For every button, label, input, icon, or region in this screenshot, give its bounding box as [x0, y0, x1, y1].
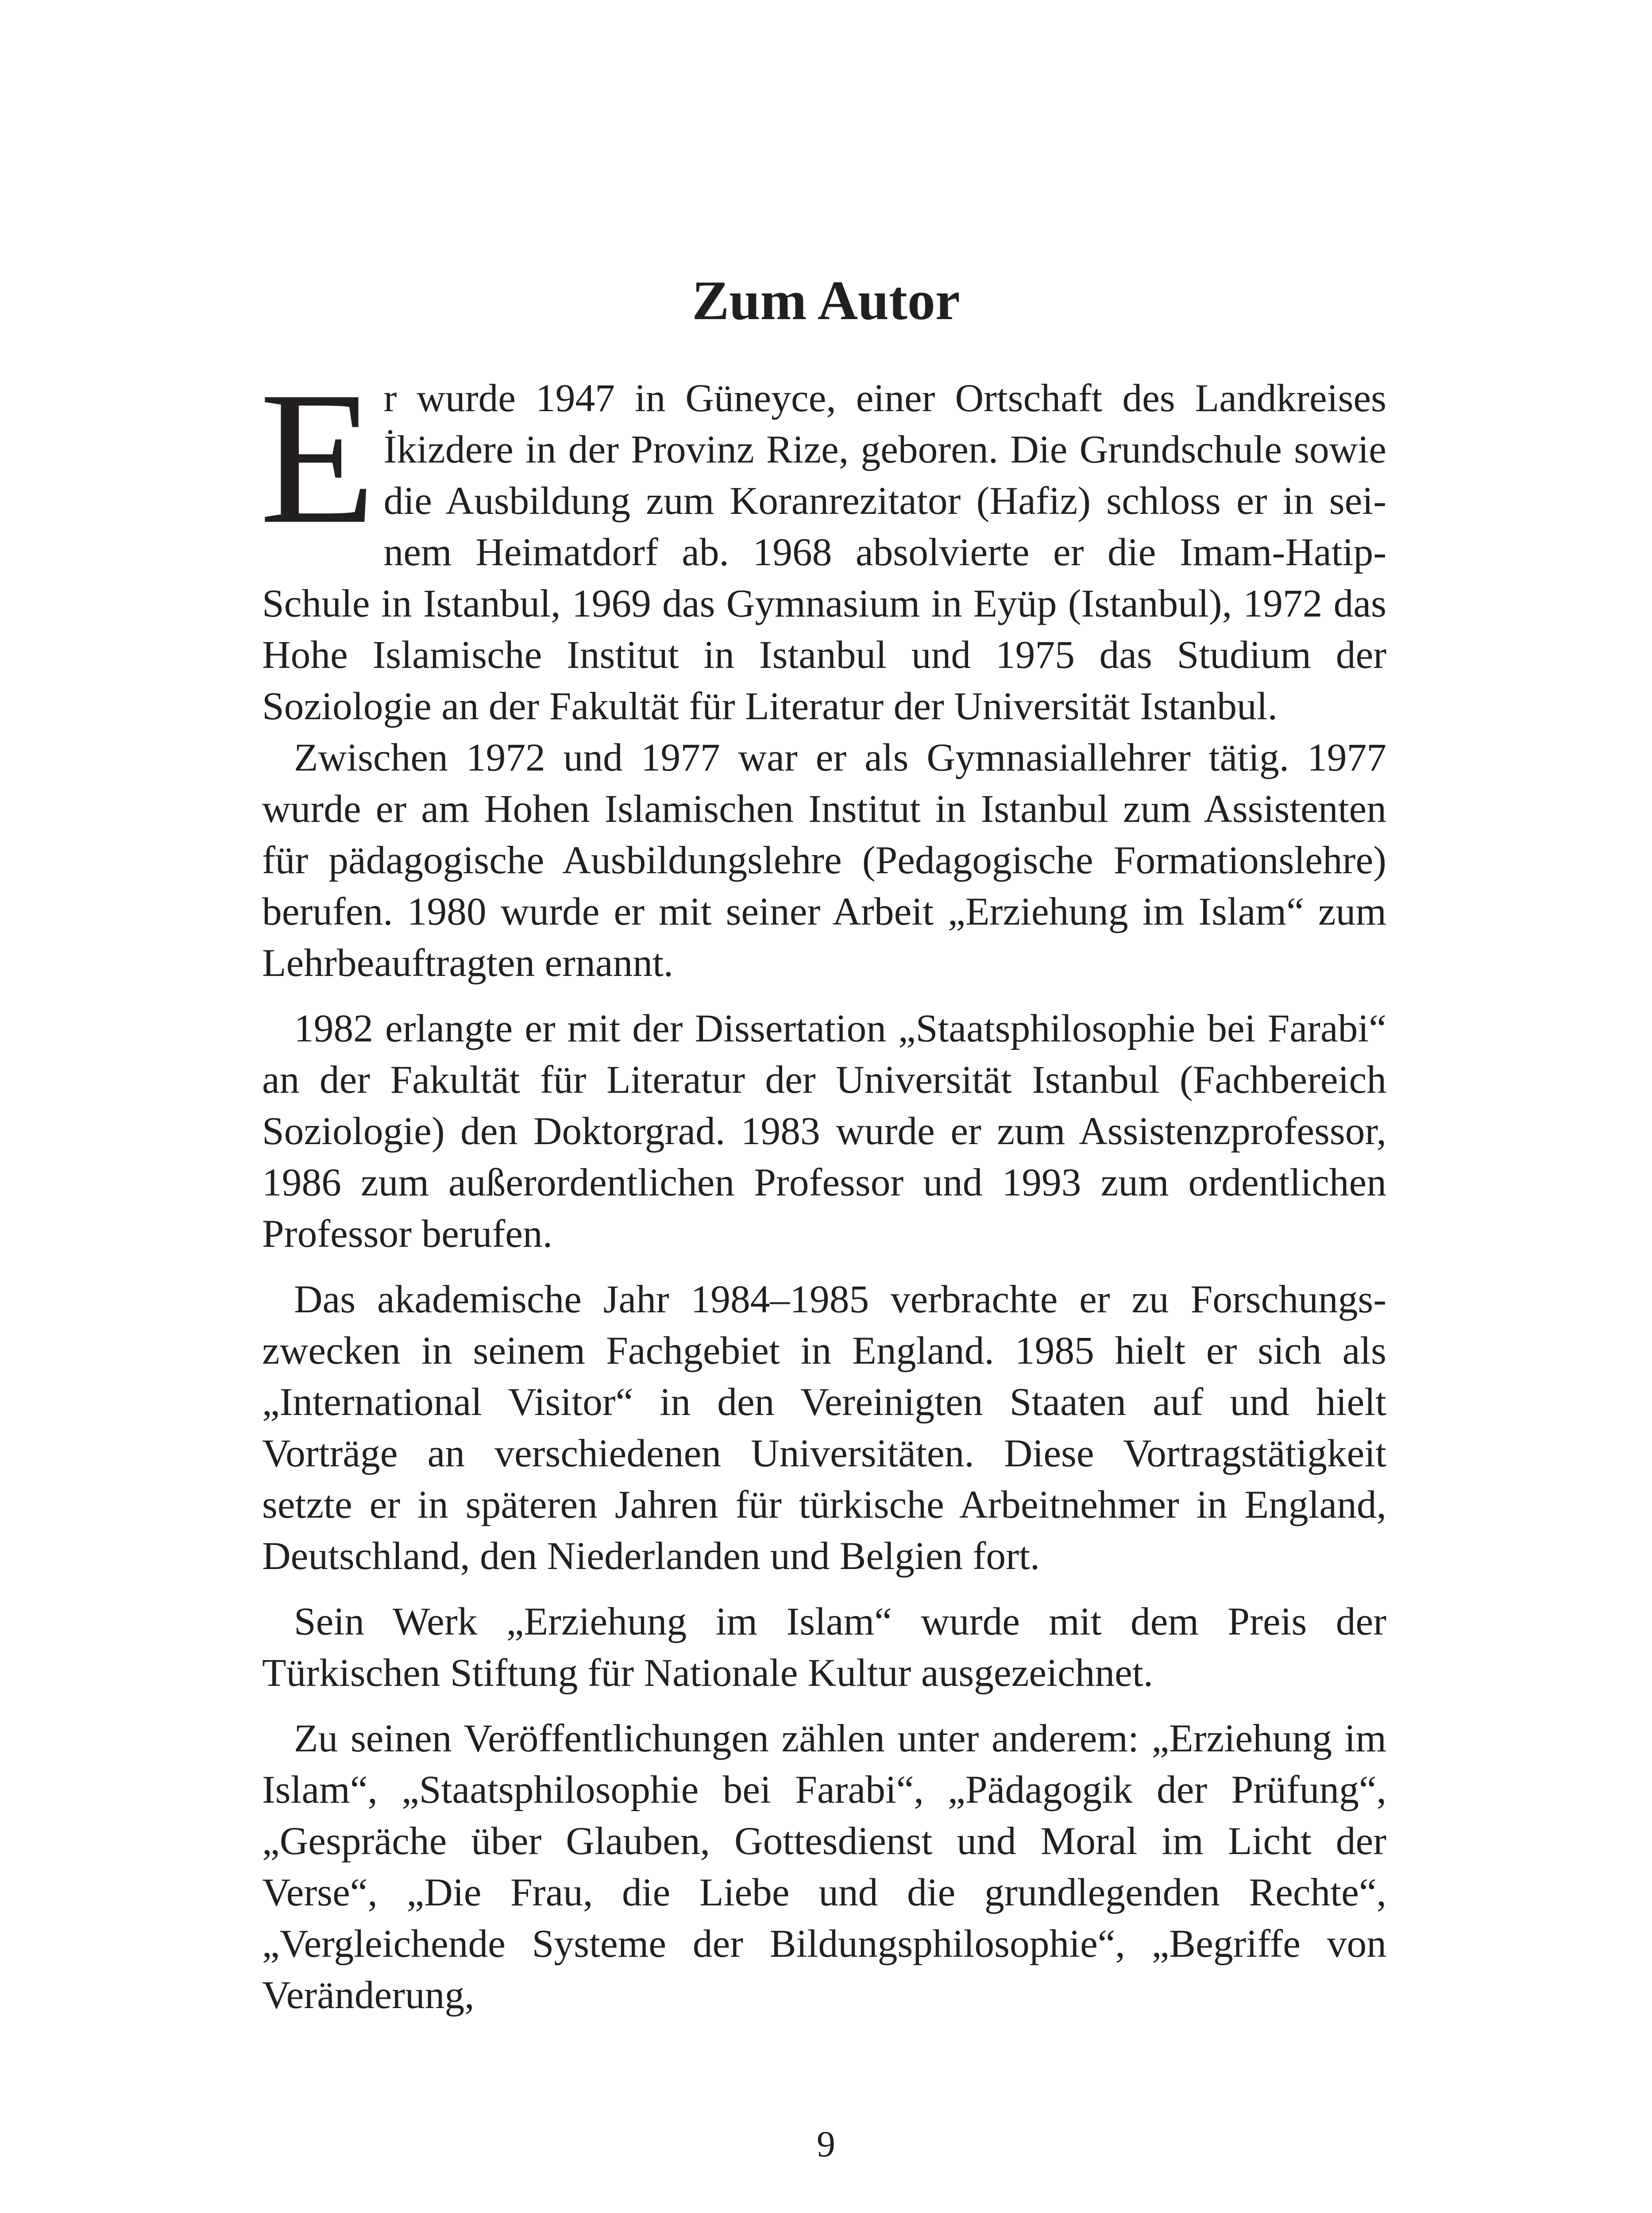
- drop-cap: E: [259, 353, 376, 563]
- paragraph-4: Das akademische Jahr 1984–1985 verbrachte er zu Forschungszwecken in seinem Fachgebiet in England. 1985 hielt er sich als „International Visitor“ in den Vereinigten Staaten auf und hielt Vorträge an verschiedenen Universitäten. Diese Vortragstätigkeit setzte er in späteren Jahren für türkische Arbeitnehmer in England, Deutschland, den Niederlanden und Belgien fort.: [262, 1277, 1386, 1578]
- paragraph-1-text: r wurde 1947 in Güneyce, einer Ortschaft des Landkreises İkizdere in der Provinz Rize, geboren. Die Grundschule sowie die Ausbildung zum Koranrezitator (Hafiz) schloss er in seinem Heimatdorf ab. 1968 absolvierte er die Imam-Hatip-Schule in Istanbul, 1969 das Gymnasium in Eyüp (Istanbul), 1972 das Hohe Islamische Institut in Istanbul und 1975 das Studium der Soziologie an der Fakultät für Literatur der Universität Istanbul.: [262, 376, 1386, 728]
- paragraph-5: Sein Werk „Erziehung im Islam“ wurde mit dem Preis der Türkischen Stiftung für Nationale Kultur ausgezeichnet.: [262, 1600, 1386, 1695]
- page-title: Zum Autor: [692, 270, 960, 332]
- paragraph-1: [259, 353, 1386, 732]
- paragraph-3: 1982 erlangte er mit der Dissertation „Staatsphilosophie bei Farabi“ an der Fakultät für Literatur der Universität Istanbul (Fachbereich Soziologie) den Doktorgrad. 1983 wurde er zum Assistenzprofessor, 1986 zum außerordentlichen Professor und 1993 zum ordentlichen Professor berufen.: [262, 1006, 1386, 1256]
- body-text: [259, 353, 1386, 2021]
- paragraph-6: Zu seinen Veröffentlichungen zählen unter anderem: „Erziehung im Islam“, „Staatsphilosophie bei Farabi“, „Pädagogik der Prüfung“, „Gespräche über Glauben, Gottesdienst und Moral im Licht der Verse“, „Die Frau, die Liebe und die grundlegenden Rechte“, „Vergleichende Systeme der Bildungsphilosophie“, „Begriffe von Veränderung,: [262, 1716, 1386, 2017]
- page-number: 9: [817, 2124, 835, 2165]
- paragraph-2: Zwischen 1972 und 1977 war er als Gymnasiallehrer tätig. 1977 wurde er am Hohen Islamischen Institut in Istanbul zum Assistenten für pädagogische Ausbildungslehre (Pedagogische Formationslehre) berufen. 1980 wurde er mit seiner Arbeit „Erziehung im Islam“ zum Lehrbeauftragten ernannt.: [262, 736, 1386, 985]
